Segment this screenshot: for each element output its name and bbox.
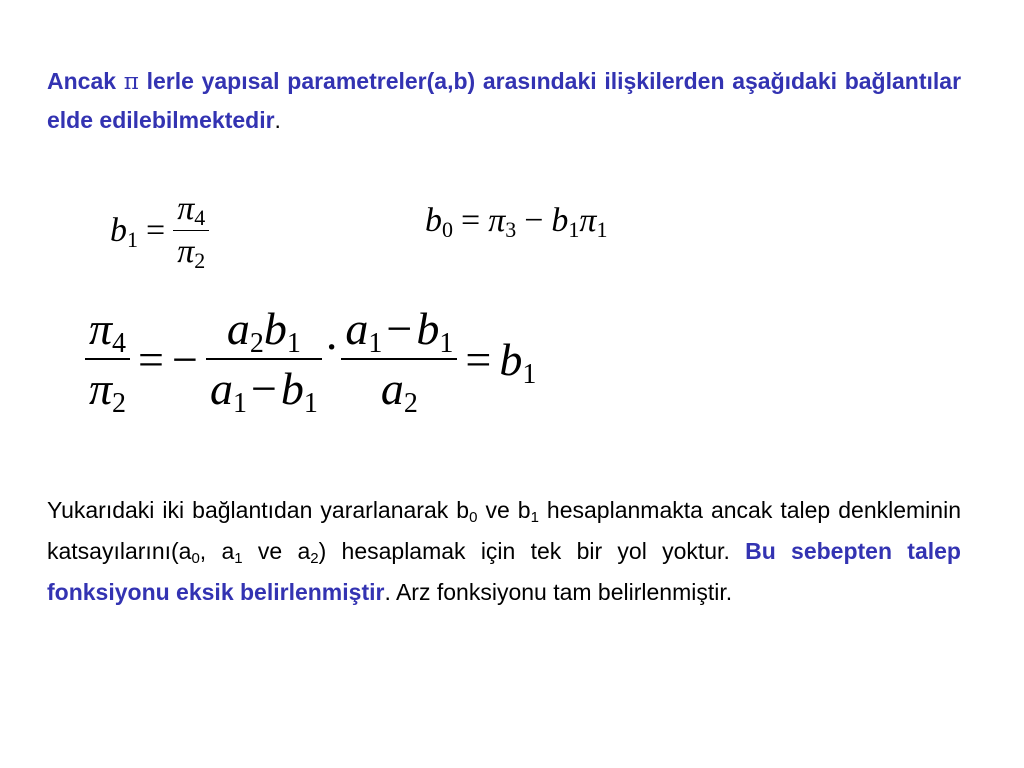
eq3-dot: . <box>325 308 338 359</box>
eq2-lhs: $b_0$ <box>425 202 453 242</box>
eq2-b1pi1: $b_1\pi_1$ <box>551 202 608 242</box>
eq1-lhs: $b_1$ <box>110 211 138 252</box>
eq3-rhs: $b_1$ <box>499 333 537 390</box>
intro-text: lerle yapısal parametreler(a,b) arasındaki ilişkilerden aşağıdaki bağlantılar elde edilebilmektedir <box>47 68 962 133</box>
body-paragraph: Yukarıdaki iki bağlantıdan yararlanarak $b_0$ ve $b_1$ hesaplanmakta ancak talep denkleminin $katsayılarını(a_0$, $a_1$ ve $a_2$) hesaplamak için tek bir yol yoktur. Bu sebepten talep fonksiyonu eksik belirlenmiştir. Arz fonksiyonu tam belirlenmiştir. <box>47 497 961 605</box>
eq2-equals: = <box>461 202 481 239</box>
intro-word-ancak: Ancak <box>47 68 117 94</box>
eq1-denominator: $\pi_2$ <box>177 233 206 273</box>
equation-b1 <box>110 188 209 273</box>
intro-paragraph <box>47 62 961 139</box>
eq3-minus-sign: − <box>172 333 198 385</box>
eq3-fraction-ab: $\frac{a_2b_1}{a_1-b_1}$ <box>206 300 322 418</box>
eq2-minus: − <box>524 202 544 239</box>
intro-pi-symbol: π <box>123 69 139 95</box>
body-bold-statement: Bu sebepten talep fonksiyonu eksik belirlenmiştir <box>47 538 961 605</box>
equation-main <box>85 300 536 418</box>
eq3-fraction-a: $\frac{a_1-b_1}{a_2}$ <box>341 300 457 418</box>
eq1-equals: = <box>146 211 166 249</box>
eq3-fraction-pi: $\frac{\pi_4}{\pi_2}$ <box>85 300 130 418</box>
eq3-equals-1: = <box>138 333 164 385</box>
equation-b0 <box>425 202 607 240</box>
eq1-numerator: $\pi_4$ <box>177 190 206 230</box>
intro-period: . <box>274 107 281 133</box>
eq2-pi3: $\pi_3$ <box>488 202 517 242</box>
eq1-fraction <box>173 188 209 273</box>
eq3-equals-2: = <box>465 333 492 385</box>
